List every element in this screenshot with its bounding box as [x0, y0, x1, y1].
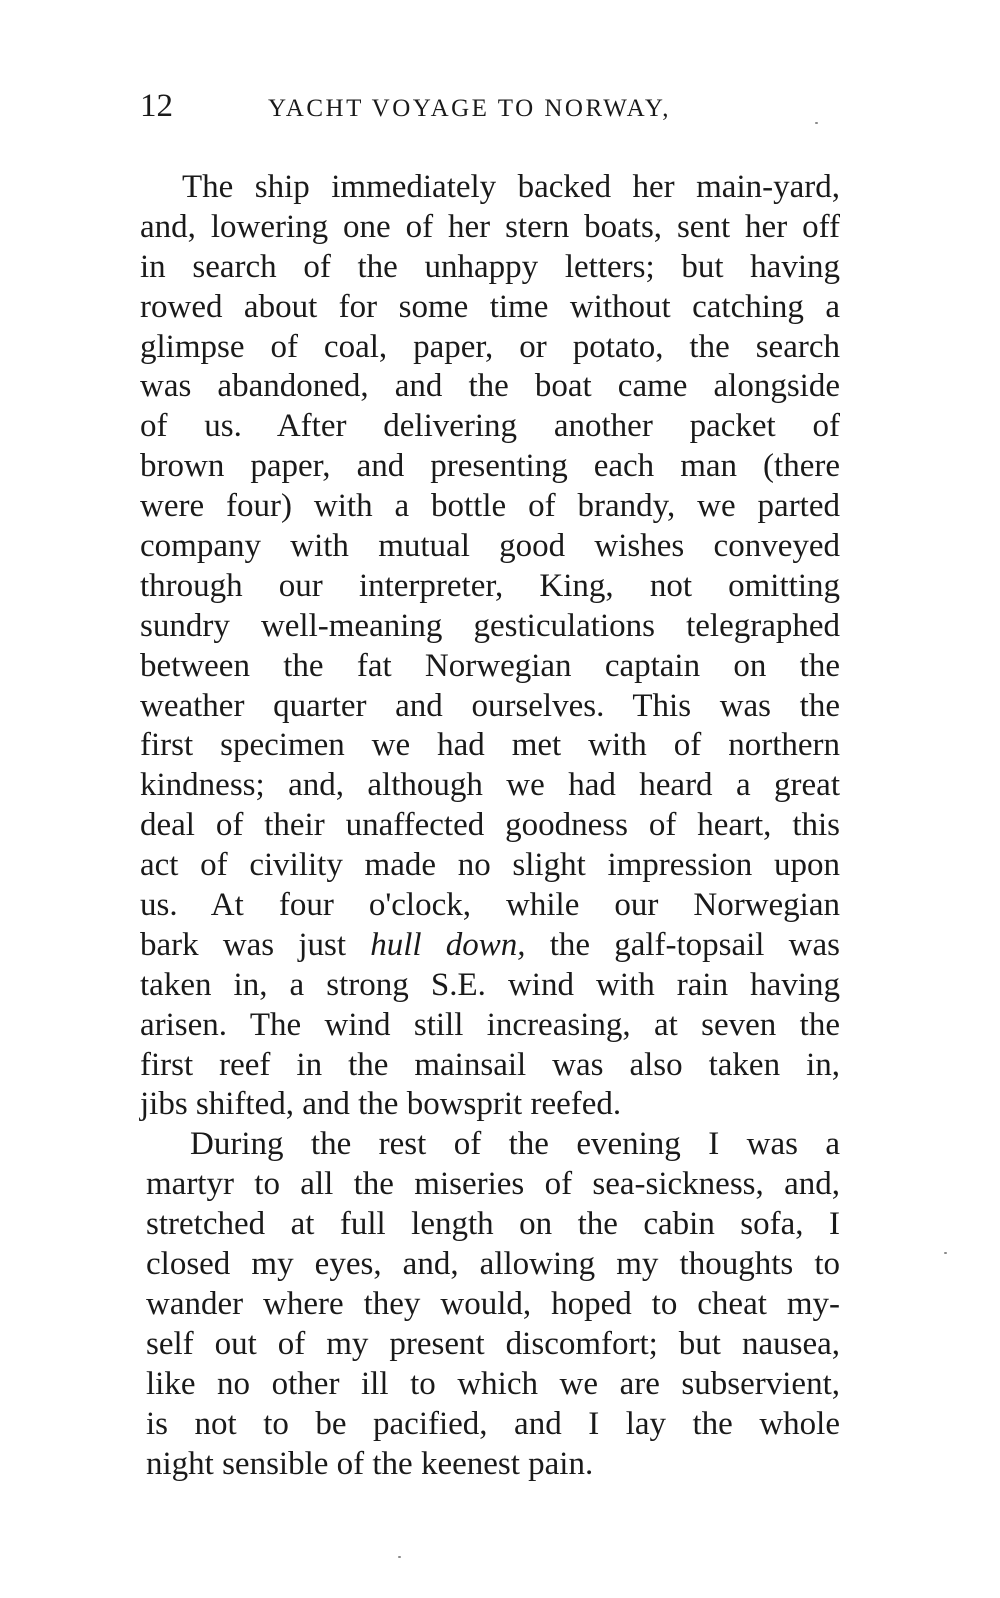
text-line: martyr to all the miseries of sea-sickness, and,	[146, 1166, 840, 1203]
text-line-with-italic	[140, 926, 840, 966]
text-line: During the rest of the evening I was a	[190, 1126, 840, 1163]
text-line: deal of their unaffected goodness of heart, this	[140, 807, 840, 844]
text-line: and, lowering one of her stern boats, sent her off	[140, 208, 840, 245]
paragraph-1	[140, 168, 840, 1125]
text-line: brown paper, and presenting each man (there	[140, 448, 840, 485]
text-line: was abandoned, and the boat came alongside	[140, 368, 840, 405]
text-line: closed my eyes, and, allowing my thoughts to	[146, 1246, 840, 1283]
print-speck	[944, 1252, 947, 1254]
text-line: night sensible of the keenest pain.	[146, 1445, 594, 1482]
text-line: arisen. The wind still increasing, at seven the	[140, 1006, 840, 1043]
page-header	[140, 84, 860, 128]
running-title: YACHT VOYAGE TO NORWAY,	[268, 95, 671, 122]
text-segment: the galf-topsail was	[525, 926, 840, 963]
text-line: through our interpreter, King, not omitting	[140, 567, 840, 604]
italic-phrase: hull down,	[370, 926, 526, 963]
text-line: weather quarter and ourselves. This was the	[140, 687, 840, 724]
print-speck	[815, 122, 818, 124]
body-text	[140, 168, 840, 1484]
text-line: sundry well-meaning gesticulations telegraphed	[140, 607, 840, 644]
text-line: wander where they would, hoped to cheat my-	[146, 1285, 840, 1322]
text-line: between the fat Norwegian captain on the	[140, 647, 840, 684]
text-line: first specimen we had met with of northern	[140, 727, 840, 764]
text-line: like no other ill to which we are subservient,	[146, 1365, 840, 1402]
page-number: 12	[140, 88, 173, 124]
text-line: glimpse of coal, paper, or potato, the search	[140, 328, 840, 365]
print-speck	[398, 1556, 401, 1558]
text-segment: bark was just	[140, 926, 371, 963]
text-line: The ship immediately backed her main-yard,	[182, 169, 840, 205]
text-line: rowed about for some time without catching a	[140, 288, 840, 325]
text-line: self out of my present discomfort; but nausea,	[146, 1325, 840, 1362]
text-line: us. At four o'clock, while our Norwegian	[140, 887, 840, 924]
text-line: act of civility made no slight impression upon	[140, 847, 840, 884]
text-line: kindness; and, although we had heard a great	[140, 767, 840, 804]
text-line: were four) with a bottle of brandy, we parted	[140, 488, 840, 525]
text-line: is not to be pacified, and I lay the whole	[146, 1405, 840, 1442]
text-line: taken in, a strong S.E. wind with rain having	[140, 966, 840, 1003]
text-line: of us. After delivering another packet of	[140, 408, 840, 445]
text-line: in search of the unhappy letters; but having	[140, 248, 840, 285]
text-line: first reef in the mainsail was also taken in,	[140, 1046, 840, 1083]
text-line: company with mutual good wishes conveyed	[140, 528, 840, 565]
text-line: stretched at full length on the cabin sofa, I	[146, 1206, 840, 1243]
text-line: jibs shifted, and the bowsprit reefed.	[140, 1086, 622, 1123]
paragraph-2	[140, 1125, 840, 1484]
